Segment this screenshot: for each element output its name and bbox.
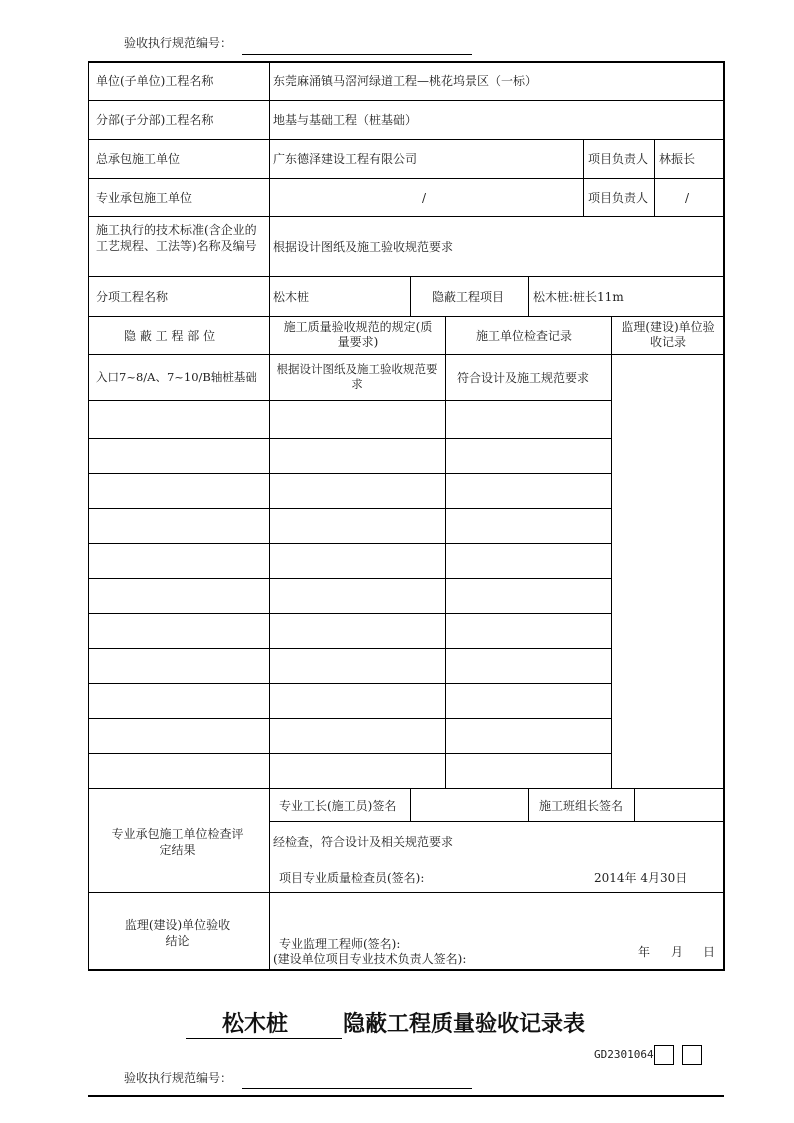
sc-pm-label: 项目负责人 [588, 191, 649, 205]
col-header-check: 施工单位检查记录 [476, 329, 573, 343]
title-form-name: 隐蔽工程质量验收记录表 [343, 1012, 586, 1037]
foreman-sign-label: 专业工长(施工员)签名 [279, 799, 397, 813]
date-month-suffix: 月 [648, 871, 661, 885]
title-underline [186, 1038, 342, 1039]
row-line [88, 613, 611, 614]
row1-part: 入口7~8/A、7~10/B轴桩基础 [96, 370, 257, 384]
supervision-month: 月 [671, 945, 684, 959]
row-line [88, 578, 611, 579]
row-line [88, 648, 611, 649]
col-line [634, 788, 635, 821]
footer-spec-code-field[interactable] [242, 1088, 472, 1089]
team-leader-sign-label: 施工班组长签名 [539, 799, 624, 813]
col-line [611, 316, 612, 788]
date-day-suffix: 日 [675, 871, 688, 885]
row-line [88, 276, 724, 277]
owner-sign-label: (建设单位项目专业技术负责人签名): [273, 952, 467, 966]
spec-code-label: 验收执行规范编号： [124, 36, 233, 50]
row-line [88, 718, 611, 719]
col-line [410, 788, 411, 821]
sub-eval-label: 专业承包施工单位检查评定结果 [111, 827, 244, 857]
row-line [88, 473, 611, 474]
unit-value: 东莞麻涌镇马滘河绿道工程—桃花坞景区（一标） [273, 74, 538, 88]
sc-pm-value: / [685, 191, 690, 205]
row-line [88, 788, 724, 789]
date-year: 2014 [594, 871, 625, 885]
row-line [88, 316, 724, 317]
row1-req: 根据设计图纸及施工验收规范要求 [276, 362, 438, 391]
row-line [88, 543, 611, 544]
item-label: 分项工程名称 [96, 290, 169, 304]
spec-code-field[interactable] [242, 54, 472, 55]
footer-spec-code-label: 验收执行规范编号： [124, 1071, 233, 1085]
col-line [654, 139, 655, 216]
gc-value: 广东德泽建设工程有限公司 [273, 152, 418, 166]
table-bottom-border [88, 969, 725, 971]
code-box-1[interactable] [654, 1045, 674, 1065]
sub-eval-date [594, 871, 687, 885]
col-line [583, 139, 584, 216]
form-code: GD2301064 [594, 1048, 654, 1061]
col-line [410, 276, 411, 316]
std-value: 根据设计图纸及施工验收规范要求 [273, 240, 454, 254]
table-left-border [88, 61, 89, 970]
col-header-req: 施工质量验收规范的规定(质量要求) [283, 320, 433, 349]
sub-project-label: 分部(子分部)工程名称 [96, 113, 214, 127]
row-line [88, 683, 611, 684]
date-year-suffix: 年 [624, 871, 637, 885]
row-line [88, 508, 611, 509]
engineer-sign-label: 专业监理工程师(签名): [279, 937, 401, 951]
row-line [88, 354, 724, 355]
table-right-border [723, 61, 725, 970]
inspector-sign-label: 项目专业质量检查员(签名): [279, 871, 425, 885]
gc-pm-label: 项目负责人 [588, 152, 649, 166]
gc-pm-value: 林振长 [659, 152, 696, 166]
item-value: 松木桩 [273, 290, 310, 304]
row-line [88, 753, 611, 754]
hidden-item-label: 隐蔽工程项目 [432, 290, 505, 304]
supervision-label: 监理(建设)单位验收结论 [124, 918, 231, 948]
row-line [88, 892, 724, 893]
gc-label: 总承包施工单位 [96, 152, 181, 166]
sub-eval-conclusion: 经检查，符合设计及相关规范要求 [273, 835, 454, 849]
date-month: 4 [640, 871, 649, 885]
row-line [88, 400, 611, 401]
sc-value: / [422, 191, 427, 205]
row1-check: 符合设计及施工规范要求 [457, 371, 590, 385]
table-top-border [88, 61, 724, 63]
unit-label: 单位(子单位)工程名称 [96, 74, 214, 88]
row-line [88, 178, 724, 179]
sc-label: 专业承包施工单位 [96, 191, 193, 205]
col-header-part: 隐 蔽 工 程 部 位 [124, 329, 216, 343]
col-line [528, 788, 529, 821]
footer-rule [88, 1095, 724, 1097]
row-line [269, 821, 724, 822]
col-line [528, 276, 529, 316]
row-line [88, 139, 724, 140]
date-day: 30 [660, 871, 676, 885]
std-label: 施工执行的技术标准(含企业的工艺规程、工法等)名称及编号 [96, 223, 257, 253]
row-line [88, 438, 611, 439]
supervision-year: 年 [638, 945, 651, 959]
col-line [445, 316, 446, 788]
col-header-supervision: 监理(建设)单位验收记录 [621, 320, 715, 349]
col-line [269, 61, 270, 970]
row-line [88, 216, 724, 217]
sub-project-value: 地基与基础工程（桩基础） [273, 113, 418, 127]
hidden-item-value: 松木桩:桩长11m [533, 290, 624, 304]
title-project-name: 松木桩 [222, 1012, 289, 1037]
row-line [88, 100, 724, 101]
supervision-day: 日 [703, 945, 716, 959]
code-box-2[interactable] [682, 1045, 702, 1065]
